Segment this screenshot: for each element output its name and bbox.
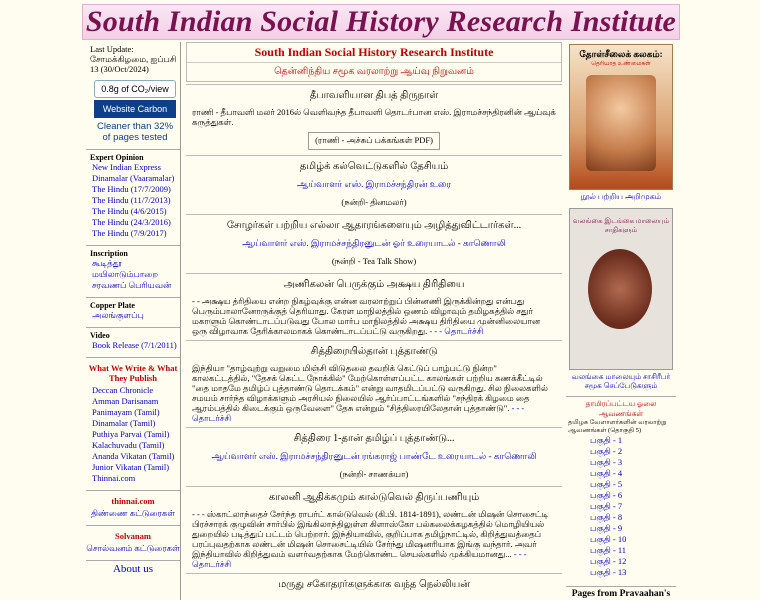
main-header [186,42,562,82]
copper-plates-heading[interactable]: தாமிரப்பட்டய ஓலை ஆவணங்கள் [585,399,657,418]
solvanam-section [86,525,180,554]
pages-heading: Pages from Pravaahan's [566,586,676,600]
part-link[interactable]: பகுதி - 2 [590,446,623,456]
right-sidebar [566,42,676,600]
article-excerpt: இந்தியா "தாழ்வுற்று வறுமை மிஞ்சி விடுதலை தவறிக் கெட்டுப் பாழ்பட்டு நின்ற" காலகட்டத்தில், "தேசக் கெட்ட நோக்கில்" மேற்கொள்ளப்பட்ட காலங்கள் பற்றிய கணக்கீட்டில் "தை மாதமே தமிழ்ப் புத்தாண்டு தொடக்கம்" என்று வாதமிடப்பட்டு வருகிறது. சில நிலைகளில் சமயம் சார்ந்த விழாக்களும் அரசியல் நிலையில் ஆர்ப்பாட்டங்களில் "சந்திரக் கிழமை தை ஆரம்பத்தில் கிடைக்கும் ஒருவேளை" தேசு என்றும் "சித்திரையிலேதான் புத்தாண்டு". [192,363,548,413]
expert-link[interactable]: The Hindu (7/9/2017) [92,228,167,238]
article-source: (நன்றி - Tea Talk Show) [331,256,417,266]
solvanam-link[interactable]: சொல்வனம் கட்டுரைகள் [86,543,180,553]
expert-link[interactable]: The Hindu (4/6/2015) [92,206,167,216]
expert-link[interactable]: New Indian Express [92,162,161,172]
last-update: Last Update: சோமக்கிழமை, ஐப்பசி 13 (30/Oct/2024) [90,44,177,74]
publish-link[interactable]: Dinamalar (Tamil) [92,418,156,428]
article [186,214,562,273]
article-title[interactable]: காலனி ஆதிக்கமும் கால்டுவெல் திருப்பணியும் [268,492,480,503]
article-body [188,507,560,571]
article-excerpt: - - அக்ஷய த்ரிதியை என்ற நிகழ்வுக்கு என்ன வரலாற்றுப் பின்னணி இருக்கின்றது என்பது பெரும்பாலானோருக்குத் தெரியாது. கேரள மாநிலத்தில் ஒணம் விழாவும் தமிழகத்தில் சதுர் மகாளும் கொண்டாடப்படுவது போல மார்ப மாநிலத்தில் அக்ஷய திரிதியை முன்னிலையான ஒரு விழாவாக தேரிக்காலமாகக் கொண்டாடப்பட்டு வருகிறது. [192,296,541,336]
main-subtitle: தென்னிந்திய சமூக வரலாற்று ஆய்வு நிறுவனம் [187,62,561,81]
inscription-link[interactable]: கூடித்தூ [92,258,122,268]
publish-link[interactable]: Junior Vikatan (Tamil) [92,462,170,472]
book-cover-illustration [586,75,656,171]
inscription-link[interactable]: சரவணப் பெரியவன் [92,280,172,290]
article-title[interactable]: தமிழ்க் கல்வெட்டுகளில் தேசியம் [299,161,449,172]
publish-link[interactable]: Kalachuvadu (Tamil) [92,440,165,450]
part-link[interactable]: பகுதி - 4 [590,468,623,478]
article-source: (நன்றி- சாணக்யா) [339,469,409,479]
part-link[interactable]: பகுதி - 8 [590,512,623,522]
site-banner [82,4,680,40]
article-source: (நன்றி- தினமலர்) [341,197,407,207]
part-link[interactable]: பகுதி - 3 [590,457,623,467]
part-link[interactable]: பகுதி - 9 [590,523,623,533]
copper-plates-note: தமிழக வேளாளர்களின் வரலாற்று ஆவணங்கள் (தொகுதி 5) [568,419,667,434]
article [186,427,562,486]
publish-link[interactable]: Amman Darisanam [92,396,159,406]
carbon-value: 0.8g of CO₂/view [94,80,176,98]
book-promo[interactable] [569,208,673,392]
solvanam-heading[interactable]: Solvanam [115,531,151,541]
inscription-heading: Inscription [90,249,128,258]
article [186,273,562,340]
article-excerpt: - - - ஸ்காட்லாந்தைச் சேர்ந்த ராபர்ட் கால்டுவெல் (கி.பி. 1814-1891), லண்டன் மிஷன் சொசைட்டி பிரச்சாரக் குழுவின் சார்பில் இங்கிலாந்திலுள்ள கிளாஸ்கோ பல்கலைக்கழகத்தில் மொழியியல் துறையில் படித்துப் பட்டம் பெற்றார். இந்தியாவில், குறிப்பாக தமிழ்நாட்டில், கிறித்துவத்தைப் பரப்புவதற்காக லண்டன் மிஷன் சொசைட்டியில் சேர்ந்து மிஷனரியாக இங்கு வந்தார். அவர் இந்தியாவில் கிறித்துவம் வளர்வதற்காக மேற்கொண்ட செயல்களில் முக்கியமானது... [192,509,549,559]
carbon-note: Cleaner than 32% of pages tested [96,121,174,143]
book-cover-title: தோள்சீலைக் கலகம்: [579,49,663,59]
inscription-link[interactable]: மயிலாடும்பாறை [92,269,159,279]
article [186,486,562,573]
thinnai-heading[interactable]: thinnai.com [111,496,155,506]
thinnai-link[interactable]: திண்ணை கட்டுரைகள் [90,508,176,518]
article-title[interactable]: சோழர்கள் பற்றிய எல்லா ஆதாரங்களையும் அழித்துவிட்டார்கள்... [226,220,522,231]
expert-opinion-heading: Expert Opinion [90,153,144,162]
copper-plate-link[interactable]: அலங்குளப்பு [92,310,144,320]
pdf-link-box[interactable]: (ராணி - அச்சுப் பக்கங்கள் PDF) [308,132,440,150]
article-title[interactable]: அணிகலன் பெருக்கும் அக்ஷய திரிதியை [283,279,465,290]
book-cover-image[interactable] [569,208,673,370]
article [186,573,562,596]
publish-link[interactable]: Puthiya Parvai (Tamil) [92,429,170,439]
what-we-write-heading: What We Write & What They Publish [88,363,178,383]
expert-link[interactable]: The Hindu (24/3/2016) [92,217,171,227]
part-link[interactable]: பகுதி - 13 [590,567,627,577]
book-promo[interactable] [569,44,673,204]
website-carbon-badge[interactable] [94,80,176,143]
article-title[interactable]: தீபாவளியான திபத் திருநாள் [309,90,439,101]
part-link[interactable]: பகுதி - 10 [590,534,627,544]
article-title[interactable]: மருது சகோதரர்களுக்காக வந்த நெல்லியன் [278,579,470,590]
video-section [86,327,180,351]
continue-link[interactable]: - - - தொடர்ச்சி [192,549,527,569]
article-title[interactable]: சித்திரை 1-தான் தமிழ்ப் புத்தாண்டு... [293,433,455,444]
publish-link[interactable]: Ananda Vikatan (Tamil) [92,451,175,461]
book-cover-title: வலங்கை இடங்கை மாலையும் சாதிகளும் [572,217,670,234]
article [186,340,562,427]
carbon-button[interactable]: Website Carbon [94,100,176,118]
site-banner-title: South Indian Social History Research Institute [85,5,677,38]
about-section [86,560,180,575]
part-link[interactable]: பகுதி - 6 [590,490,623,500]
article [186,155,562,214]
article-body [188,361,560,425]
continue-link[interactable]: - - - தொடர்ச்சி [192,403,525,423]
copper-plates-section [566,396,676,578]
copper-plate-heading: Copper Plate [90,301,135,310]
book-caption[interactable]: வலங்கை மாலையும் சாசிரீபர் சமூக செப்பேடுகளும் [571,372,671,390]
part-link[interactable]: பகுதி - 5 [590,479,623,489]
book-caption[interactable]: நூல் பற்றிய அறிமுகம் [580,192,662,201]
article-link[interactable]: ஆய்வாளர் எஸ். இராமச்சந்திரன் உரை [296,179,452,189]
copper-plate-image [588,249,652,329]
article-body [188,294,560,338]
left-sidebar [86,42,181,600]
article-title[interactable]: சித்திரையில்தான் புத்தாண்டு [310,346,438,357]
video-link[interactable]: Book Release (7/1/2011) [92,340,177,350]
expert-opinion-section [86,149,180,239]
publish-link[interactable]: Thinnai.com [92,473,136,483]
expert-link[interactable]: The Hindu (11/7/2013) [92,195,171,205]
expert-link[interactable]: Dinamalar (Vaaramalar) [92,173,175,183]
part-link[interactable]: பகுதி - 11 [590,545,627,555]
publish-section [86,357,180,484]
copper-plate-section [86,297,180,321]
inscription-section [86,245,180,291]
book-cover-image[interactable] [569,44,673,190]
parts-list [566,435,676,578]
book-cover-subtitle: தெரியாத உண்மைகள் [591,61,651,67]
part-link[interactable]: பகுதி - 1 [590,435,623,445]
article-link[interactable]: ஆய்வாளர் எஸ். இராமச்சந்திரனுடன் ரங்கராஜ் பாண்டே உரையாடல் - காணொலி [211,451,537,461]
video-heading: Video [90,331,110,340]
expert-link[interactable]: The Hindu (17/7/2009) [92,184,171,194]
article-link[interactable]: ஆய்வாளர் எஸ். இராமச்சந்திரனுடன் ஓர் உரையாடல் - காணொலி [242,238,506,248]
publish-link[interactable]: Deccan Chronicle [92,385,154,395]
about-us-link[interactable]: About us [112,563,154,575]
part-link[interactable]: பகுதி - 7 [590,501,623,511]
continue-link[interactable]: - - - தொடர்ச்சி [429,326,484,336]
publish-link[interactable]: Panimayam (Tamil) [92,407,160,417]
thinnai-section [86,490,180,519]
main-content [184,42,564,600]
article [186,84,562,155]
article-body: ராணி - தீபாவளி மலர் 2016ல் வெளிவந்த தீபாவளி தொடர்பான எஸ். இராமச்சந்திரனின் ஆய்வுக் கருத்துகள். [192,107,556,127]
main-title: South Indian Social History Research Institute [254,45,494,59]
part-link[interactable]: பகுதி - 12 [590,556,627,566]
